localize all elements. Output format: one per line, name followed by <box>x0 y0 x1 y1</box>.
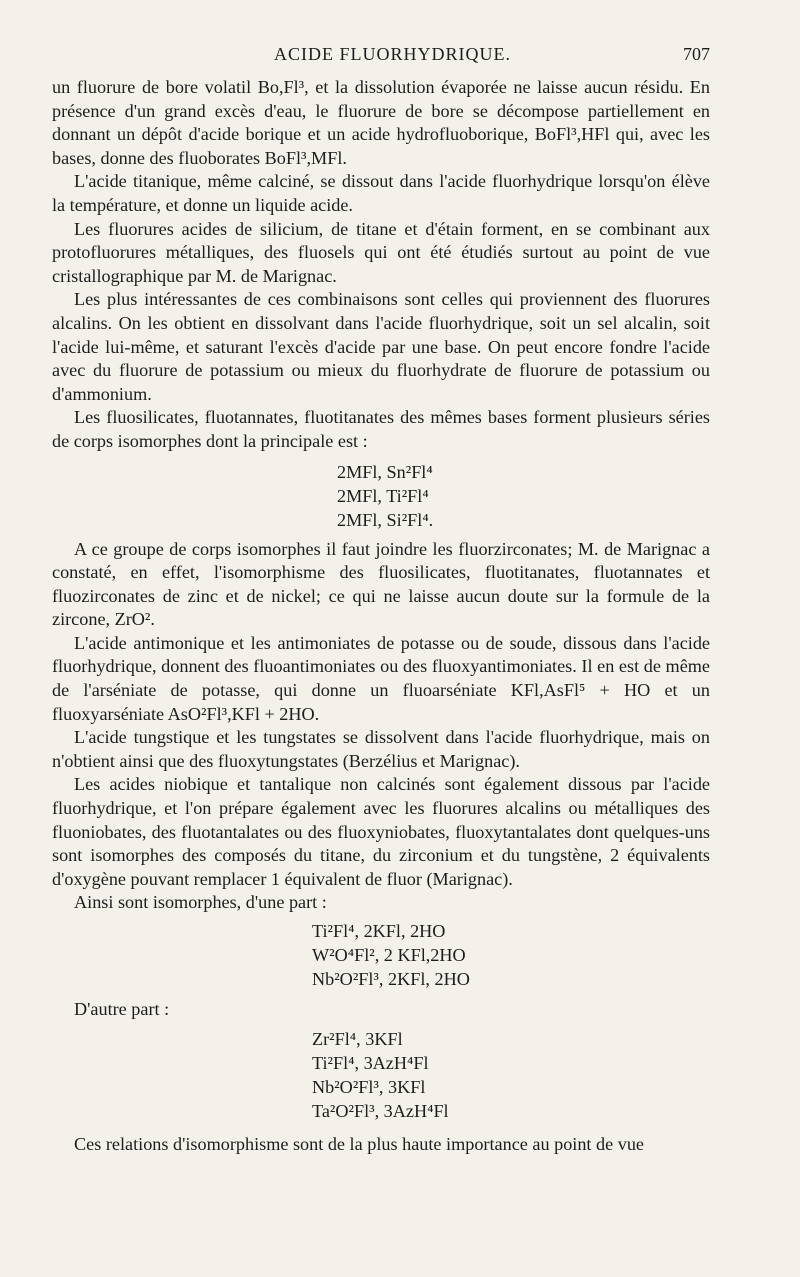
running-header <box>75 40 710 70</box>
formula: 2MFl, Ti²Fl⁴ <box>337 485 429 506</box>
formula: Ti²Fl⁴, 3AzH⁴Fl <box>312 1053 429 1073</box>
paragraph: Les fluorures acides de silicium, de titane et d'étain forment, en se combinant aux protofluorures métalliques, des fluosels qui ont été étudiés surtout au point de vue cristallographique par M. de Marignac. <box>52 218 710 286</box>
other-part-row <box>52 997 710 1021</box>
formula: Nb²O²Fl³, 3KFl <box>312 1077 426 1097</box>
formula: Nb²O²Fl³, 2KFl, 2HO <box>312 969 470 989</box>
paragraph: A ce groupe de corps isomorphes il faut joindre les fluorzirconates; M. de Marignac a constaté, en effet, l'isomorphisme des fluosilicates, fluotitanates, fluotannates et fluozirconates de zinc et de nickel; ce qui ne laisse aucun doute sur la formule de la zircone, ZrO². <box>52 538 710 630</box>
formula: 2MFl, Sn²Fl⁴ <box>337 461 433 482</box>
paragraph: L'acide titanique, même calciné, se dissout dans l'acide fluorhydrique lorsqu'on élève la température, et donne un liquide acide. <box>52 171 710 215</box>
paragraph: Les plus intéressantes de ces combinaisons sont celles qui proviennent des fluorures alcalins. On les obtient en dissolvant dans l'acide fluorhydrique, soit un sel alcalin, soit l'acide lui-même, et saturant l'excès d'acide par une base. On peut encore fondre l'acide avec du fluorure de potassium ou mieux du fluorhydrate de fluorure de potassium ou d'ammonium. <box>52 289 710 404</box>
page-body <box>52 76 710 1157</box>
formula: Ti²Fl⁴, 2KFl, 2HO <box>312 921 446 941</box>
page-number: 707 <box>683 44 710 64</box>
paragraph: Les fluosilicates, fluotannates, fluotitanates des mêmes bases forment plusieurs séries de corps isomorphes dont la principale est : <box>52 407 710 451</box>
paragraph: L'acide tungstique et les tungstates se dissolvent dans l'acide fluorhydrique, mais on n'obtient ainsi que des fluoxytungstates (Berzélius et Marignac). <box>52 727 710 771</box>
running-title: ACIDE FLUORHYDRIQUE. <box>274 44 511 64</box>
formula-list-fluosels <box>337 460 710 532</box>
formula: 2MFl, Si²Fl⁴. <box>337 509 434 530</box>
paragraph: L'acide antimonique et les antimoniates de potasse ou de soude, dissous dans l'acide fluorhydrique, donnent des fluoantimoniates ou des fluoxyantimoniates. Il en est de même de l'arséniate de potasse, qui donne un fluoarséniate KFl,AsFl⁵ + HO et un fluoxyarséniate AsO²Fl³,KFl + 2HO. <box>52 632 710 724</box>
formula: W²O⁴Fl², 2 KFl,2HO <box>312 945 466 965</box>
closing-line: Ces relations d'isomorphisme sont de la plus haute importance au point de vue <box>74 1134 645 1154</box>
paragraph: Les acides niobique et tantalique non calcinés sont également dissous par l'acide fluorhydrique, et l'on prépare également avec les fluorures alcalins ou métalliques des fluoniobates, des fluotantalates ou des fluoxyniobates, fluoxytantalates dont quelques-uns sont isomorphes des composés du titane, du zirconium et du tungstène, 2 équivalents d'oxygène pouvant remplacer 1 équivalent de fluor (Marignac). <box>52 774 710 889</box>
paragraph: Ainsi sont isomorphes, d'une part : <box>74 892 327 913</box>
isomorph-formulas <box>52 919 710 1123</box>
formula: Ta²O²Fl³, 3AzH⁴Fl <box>312 1101 449 1121</box>
paragraph: un fluorure de bore volatil Bo,Fl³, et la dissolution évaporée ne laisse aucun résidu. En présence d'un grand excès d'eau, le fluorure de bore se décompose partiellement en donnant un dépôt d'acide borique et un acide hydrofluoborique, BoFl³,HFl qui, avec les bases, donne des fluoborates BoFl³,MFl. <box>52 77 710 168</box>
formula: Zr²Fl⁴, 3KFl <box>312 1029 403 1049</box>
other-part-label: D'autre part : <box>74 999 170 1019</box>
